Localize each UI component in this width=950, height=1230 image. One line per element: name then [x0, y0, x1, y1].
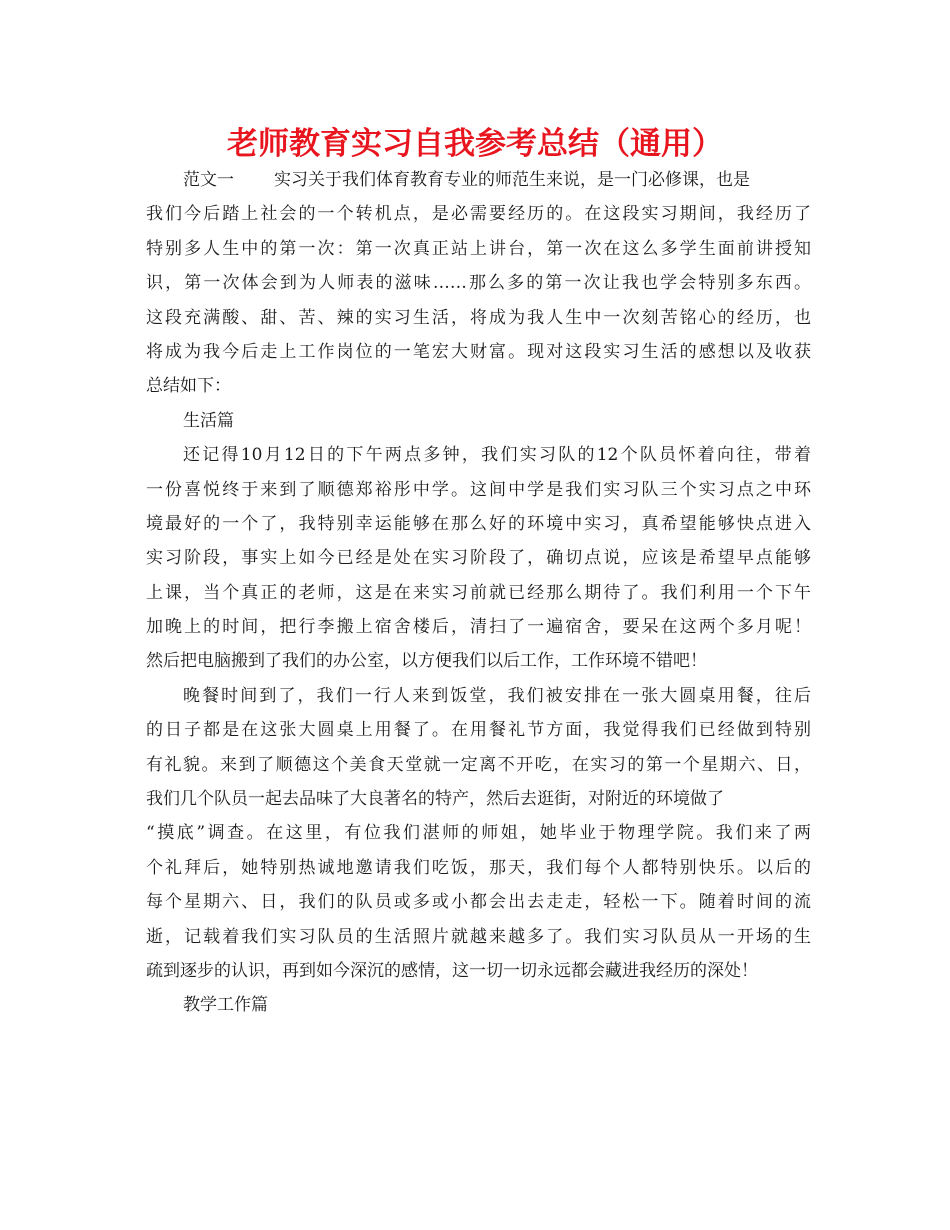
paragraph-line: 总结如下： — [146, 376, 231, 397]
paragraph-line: 有礼貌。来到了顺德这个美食天堂就一定离不开吃，在实习的第一个星期六、日， — [146, 754, 811, 775]
paragraph-line: 疏到逐步的认识，再到如今深沉的感情，这一切一切永远都会藏进我经历的深处！ — [146, 960, 758, 981]
paragraph-line: 这段充满酸、甜、苦、辣的实习生活，将成为我人生中一次刻苦铭心的经历，也 — [146, 307, 811, 328]
paragraph-line: 境最好的一个了，我特别幸运能够在那么好的环境中实习，真希望能够快点进入 — [146, 513, 811, 534]
paragraph-line: 加晚上的时间，把行李搬上宿舍楼后，清扫了一遍宿舍，要呆在这两个多月呢！ — [146, 617, 811, 638]
paragraph-line: 识，第一次体会到为人师表的滋味……那么多的第一次让我也学会特别多东西。 — [146, 273, 811, 294]
paragraph-line: 范文一 实习关于我们体育教育专业的师范生来说，是一门必修课，也是 — [183, 170, 750, 190]
paragraph-line: 个礼拜后，她特别热诚地邀请我们吃饭，那天，我们每个人都特别快乐。以后的 — [146, 857, 811, 878]
paragraph-line: “摸底”调查。在这里，有位我们湛师的师姐，她毕业于物理学院。我们来了两 — [146, 823, 811, 844]
paragraph-line: 特别多人生中的第一次：第一次真正站上讲台，第一次在这么多学生面前讲授知 — [146, 238, 811, 259]
paragraph-line: 的日子都是在这张大圆桌上用餐了。在用餐礼节方面，我觉得我们已经做到特别 — [146, 720, 811, 741]
paragraph-line: 上课，当个真正的老师，这是在来实习前就已经那么期待了。我们利用一个下午 — [146, 582, 811, 603]
document-title: 老师教育实习自我参考总结（通用） — [227, 126, 723, 162]
paragraph-line: 逝，记载着我们实习队员的生活照片就越来越多了。我们实习队员从一开场的生 — [146, 926, 811, 947]
section-label: 范文一 — [183, 170, 234, 190]
paragraph-line: 将成为我今后走上工作岗位的一笔宏大财富。现对这段实习生活的感想以及收获 — [146, 341, 811, 362]
paragraph-line: 每个星期六、日，我们的队员或多或小都会出去走走，轻松一下。随着时间的流 — [146, 892, 811, 913]
paragraph-line: 实习阶段，事实上如今已经是处在实习阶段了，确切点说，应该是希望早点能够 — [146, 548, 811, 569]
paragraph-line: 还记得10月12日的下午两点多钟，我们实习队的12个队员怀着向往，带着 — [183, 445, 811, 466]
document-body — [146, 163, 811, 1023]
section-heading: 教学工作篇 — [183, 995, 268, 1016]
section-heading: 生活篇 — [183, 410, 234, 431]
paragraph-line: 然后把电脑搬到了我们的办公室，以方便我们以后工作，工作环境不错吧！ — [146, 651, 707, 672]
paragraph-line: 我们几个队员一起去品味了大良著名的特产，然后去逛街，对附近的环境做了 — [146, 789, 724, 810]
paragraph-line: 一份喜悦终于来到了顺德郑裕彤中学。这间中学是我们实习队三个实习点之中环 — [146, 479, 811, 500]
paragraph-line: 晚餐时间到了，我们一行人来到饭堂，我们被安排在一张大圆桌用餐，往后 — [183, 685, 811, 706]
paragraph-line: 我们今后踏上社会的一个转机点，是必需要经历的。在这段实习期间，我经历了 — [146, 204, 811, 225]
